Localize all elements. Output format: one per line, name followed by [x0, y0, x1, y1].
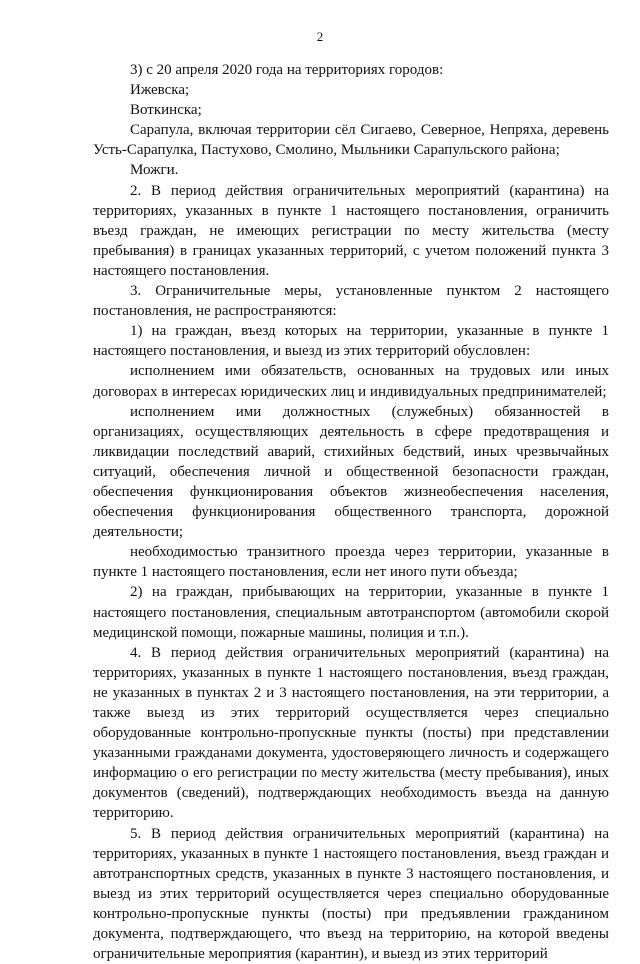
paragraph-3: 3. Ограничительные меры, установленные пунктом 2 настоящего постановления, не распространяются: — [93, 283, 609, 320]
document-body — [93, 60, 609, 964]
city-sarapul: Сарапула, включая территории сёл Сигаево, Северное, Непряха, деревень Усть-Сарапулка, Пастухово, Смолино, Мыльники Сарапульского района; — [93, 122, 609, 159]
paragraph-4: 4. В период действия ограничительных мероприятий (карантина) на территориях, указанных в пункте 1 настоящего постановления, въезд граждан, не указанных в пунктах 2 и 3 настоящего постановления, на эти территории, а также выезд из этих территорий осуществляется через специально оборудованные контрольно-пропускные пункты (посты) при представлении указанными гражданами документа, удостоверяющего личность и содержащего информацию о его регистрации по месту жительства (месту пребывания), иных документов (сведений), подтверждающих необходимость въезда на данную территорию. — [93, 644, 609, 822]
city-mozhga: Можги. — [130, 162, 179, 179]
list-item-1-3: 3) с 20 апреля 2020 года на территориях городов: — [130, 62, 444, 78]
paragraph-3-1-duties: исполнением ими должностных (служебных) обязанностей в организациях, осуществляющих деятельность в сфере предотвращения и ликвидации последствий аварий, стихийных бедствий, иных чрезвычайных ситуаций, обеспечения личной и общественной безопасности граждан, обеспечения функционирования объектов жизнеобеспечения населения, обеспечения функционирования общественного транспорта, дорожной деятельности; — [93, 403, 609, 541]
paragraph-3-2: 2) на граждан, прибывающих на территории, указанные в пункте 1 настоящего постановления, специальным автотранспортом (автомобили скорой медицинской помощи, пожарные машины, полиция и т.п.). — [93, 584, 609, 641]
paragraph-2: 2. В период действия ограничительных мероприятий (карантина) на территориях, указанных в пункте 1 настоящего постановления, ограничить въезд граждан, не имеющих регистрации по месту жительства (месту пребывания) в границах указанных территорий, с учетом положений пункта 3 настоящего постановления. — [93, 182, 609, 279]
city-votkinsk: Воткинска; — [130, 102, 202, 119]
paragraph-5: 5. В период действия ограничительных мероприятий (карантина) на территориях, указанных в пункте 1 настоящего постановления, въезд граждан и автотранспортных средств, указанных в пункте 3 настоящего постановления, и выезд из этих территорий осуществляется через специально оборудованные контрольно-пропускные пункты (посты) при предъявлении гражданином документа, подтверждающего, что въезд на территорию, на которой введены ограничительные мероприятия (карантин), и выезд из этих территорий — [93, 825, 609, 963]
paragraph-3-1-transit: необходимостью транзитного проезда через территории, указанные в пункте 1 настоящего постановления, если нет иного пути объезда; — [93, 544, 609, 581]
page-number: 2 — [316, 29, 324, 44]
paragraph-3-1: 1) на граждан, въезд которых на территории, указанные в пункте 1 настоящего постановления, и выезд из этих территорий обусловлен: — [93, 323, 609, 360]
city-izhevsk: Ижевска; — [130, 82, 190, 99]
paragraph-3-1-obligations: исполнением ими обязательств, основанных на трудовых или иных договорах в интересах юридических лиц и индивидуальных предпринимателей; — [93, 363, 609, 400]
